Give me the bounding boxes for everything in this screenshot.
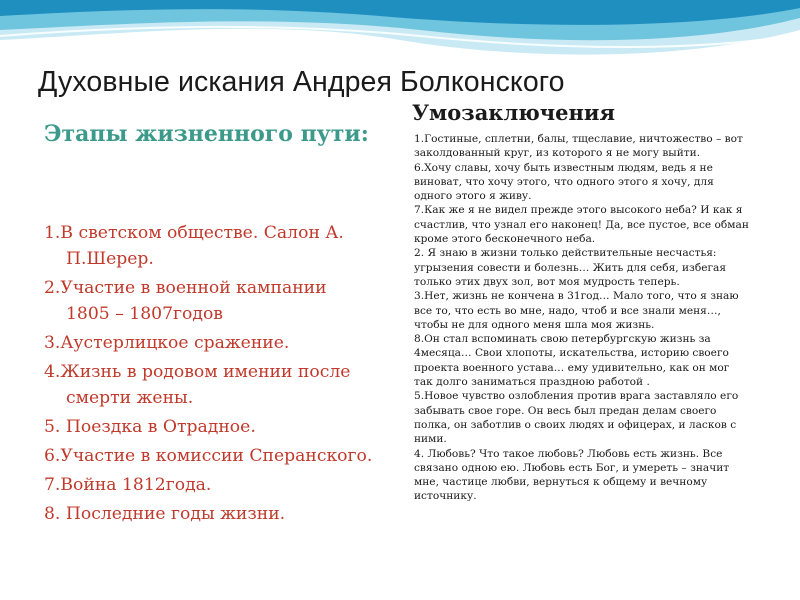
list-item: 1.В светском обществе. Салон А. П.Шерер. xyxy=(44,223,344,269)
list-item: 7.Война 1812года. xyxy=(44,475,212,495)
quote-item: 1.Гостиные, сплетни, балы, тщеславие, ничтожество – вот заколдованный круг, из которого я не могу выйти. xyxy=(414,133,743,160)
list-item: 8. Последние годы жизни. xyxy=(44,504,286,524)
decorative-wave-header xyxy=(0,0,800,70)
quote-item: 8.Он стал вспоминать свою петербургскую жизнь за 4месяца… Свои хлопоты, искательства, историю своего проекта военного устава… ему удивительно, как он мог так долго заниматься праздною работой . xyxy=(414,333,730,389)
list-item: 3.Аустерлицкое сражение. xyxy=(44,333,290,353)
quote-item: 3.Нет, жизнь не кончена в 31год… Мало того, что я знаю все то, что есть во мне, надо, чтоб и все знали меня…, чтобы не для одного меня шла моя жизнь. xyxy=(414,290,739,331)
quote-item: 5.Новое чувство озлобления против врага заставляло его забывать свое горе. Он весь был предан делам своего полка, он заботлив о своих людях и офицерах, и ласков с ними. xyxy=(414,390,739,446)
list-item: 5. Поездка в Отрадное. xyxy=(44,417,256,437)
list-item: 6.Участие в комиссии Сперанского. xyxy=(44,446,373,466)
list-item: 2.Участие в военной кампании 1805 – 1807годов xyxy=(44,278,327,324)
conclusions-heading: Умозаключения xyxy=(412,100,615,125)
quote-item: 6.Хочу славы, хочу быть известным людям, ведь я не виноват, что хочу этого, что одного этого я хочу, для одного этого я живу. xyxy=(414,161,714,203)
quote-item: 2. Я знаю в жизни только действительные несчастья: угрызения совести и болезнь… Жить для себя, избегая только этих двух зол, вот моя мудрость теперь. xyxy=(414,247,727,288)
life-stages-list xyxy=(44,220,374,530)
conclusions-list xyxy=(414,132,750,504)
list-item: 4.Жизнь в родовом имении после смерти жены. xyxy=(44,362,351,408)
page-title: Духовные искания Андрея Болконского xyxy=(38,66,565,98)
quote-item: 7.Как же я не видел прежде этого высокого неба? И как я счастлив, что узнал его наконец! Да, все пустое, все обман кроме этого бесконечного неба. xyxy=(414,204,749,246)
stages-heading: Этапы жизненного пути: xyxy=(44,121,369,147)
quote-item: 4. Любовь? Что такое любовь? Любовь есть жизнь. Все связано одною ею. Любовь есть Бог, и умереть – значит мне, частице любви, вернуться к общему и вечному источнику. xyxy=(414,447,730,503)
